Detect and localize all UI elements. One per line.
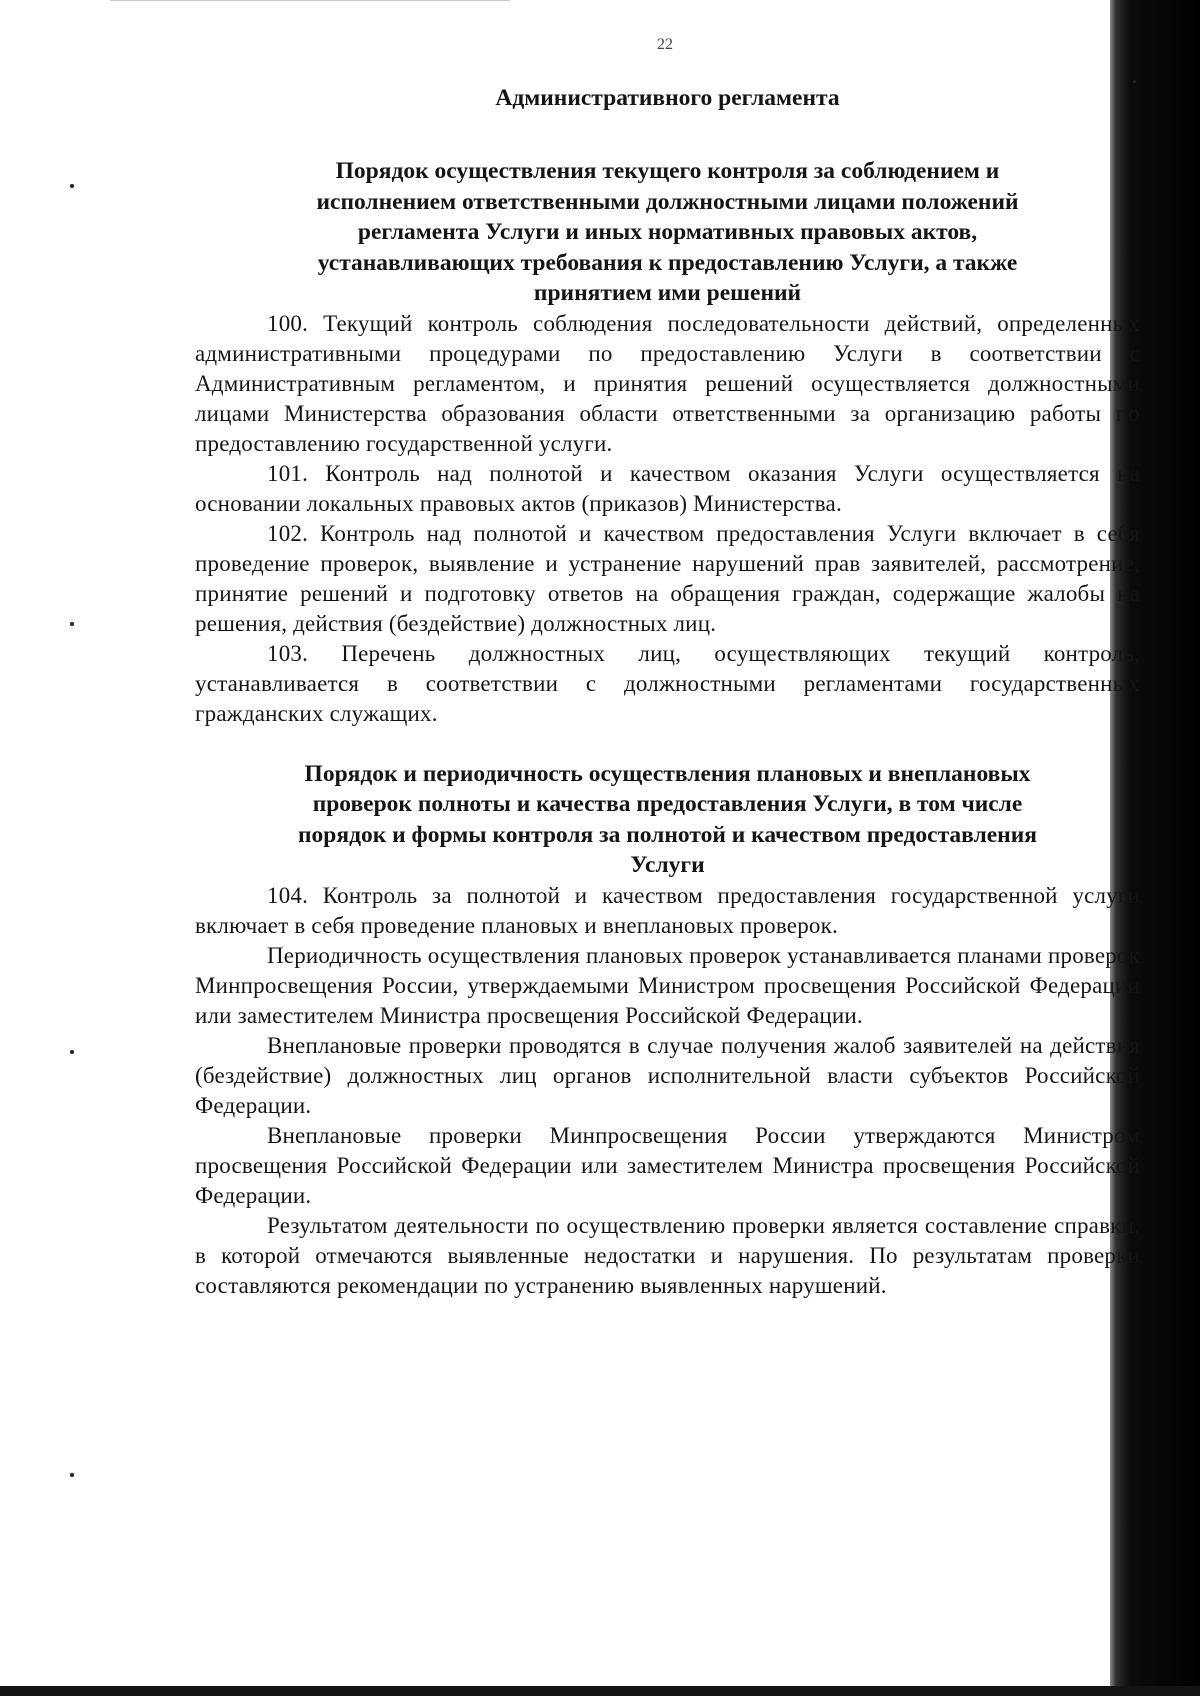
scan-bottom-border [0, 1686, 1200, 1696]
heading-line: порядок и формы контроля за полнотой и качеством предоставления [298, 821, 1037, 848]
heading-line: проверок полноты и качества предоставления Услуги, в том числе [312, 791, 1023, 817]
heading-line: Порядок осуществления текущего контроля за соблюдением и [335, 158, 1000, 184]
paragraph-periodicity: Периодичность осуществления плановых проверок устанавливается планами проверок Минпросвещения России, утверждаемыми Министром просвещения Российской Федерации или заместителем Министра просвещения Российской Федерации. [195, 942, 1140, 1028]
paragraph-unscheduled-approval: Внеплановые проверки Минпросвещения России утверждаются Министром просвещения Российской Федерации или заместителем Министра просвещения Российской Федерации. [195, 1122, 1140, 1208]
heading-line: регламента Услуги и иных нормативных правовых актов, [357, 219, 978, 245]
paragraph-101: 101. Контроль над полнотой и качеством оказания Услуги осуществляется на основании локальных правовых актов (приказов) Министерства. [195, 460, 1140, 516]
section-heading [195, 759, 1140, 881]
section-spacer [195, 729, 1140, 759]
paragraph-104: 104. Контроль за полнотой и качеством предоставления государственной услуги включает в себя проведение плановых и внеплановых проверок. [195, 882, 1140, 938]
document-title: Административного регламента [495, 85, 840, 111]
heading-line: Порядок и периодичность осуществления плановых и внеплановых [304, 760, 1031, 787]
paragraph-100: 100. Текущий контроль соблюдения последовательности действий, определенных административными процедурами по предоставлению Услуги в соответствии с Административным регламентом, и принятия решений осуществляется должностными лицами Министерства образования области ответственными за организацию работы по предоставлению государственной услуги. [195, 310, 1140, 456]
section-heading [195, 156, 1140, 309]
heading-line: устанавливающих требования к предоставлению Услуги, а также [317, 249, 1018, 276]
scan-speck [70, 184, 74, 188]
section-current-control [195, 156, 1140, 729]
page-number: 22 [657, 36, 673, 53]
paragraph-102: 102. Контроль над полнотой и качеством предоставления Услуги включает в себя проведение проверок, выявление и устранение нарушений прав заявителей, рассмотрение, принятие решений и подготовку ответов на обращения граждан, содержащие жалобы на решения, действия (бездействие) должностных лиц. [195, 520, 1140, 636]
heading-line: Услуги [630, 852, 705, 878]
scan-speck [70, 1473, 74, 1477]
heading-line: исполнением ответственными должностными лицами положений [316, 188, 1019, 215]
heading-line: принятием ими решений [533, 280, 802, 306]
paragraph-inspection-result: Результатом деятельности по осуществлению проверки является составление справки, в которой отмечаются выявленные недостатки и нарушения. По результатам проверки составляются рекомендации по устранению выявленных нарушений. [195, 1212, 1140, 1298]
scan-speck [70, 622, 74, 626]
scan-edge-line [110, 0, 510, 1]
document-body [195, 82, 1140, 1301]
paragraph-unscheduled-cases: Внеплановые проверки проводятся в случае получения жалоб заявителей на действия (бездействие) должностных лиц органов исполнительной власти субъектов Российской Федерации. [195, 1032, 1140, 1118]
scan-speck [70, 1050, 74, 1054]
paragraph-103: 103. Перечень должностных лиц, осуществляющих текущий контроль, устанавливается в соответствии с должностными регламентами государственных гражданских служащих. [195, 640, 1140, 726]
section-inspections [195, 759, 1140, 1301]
